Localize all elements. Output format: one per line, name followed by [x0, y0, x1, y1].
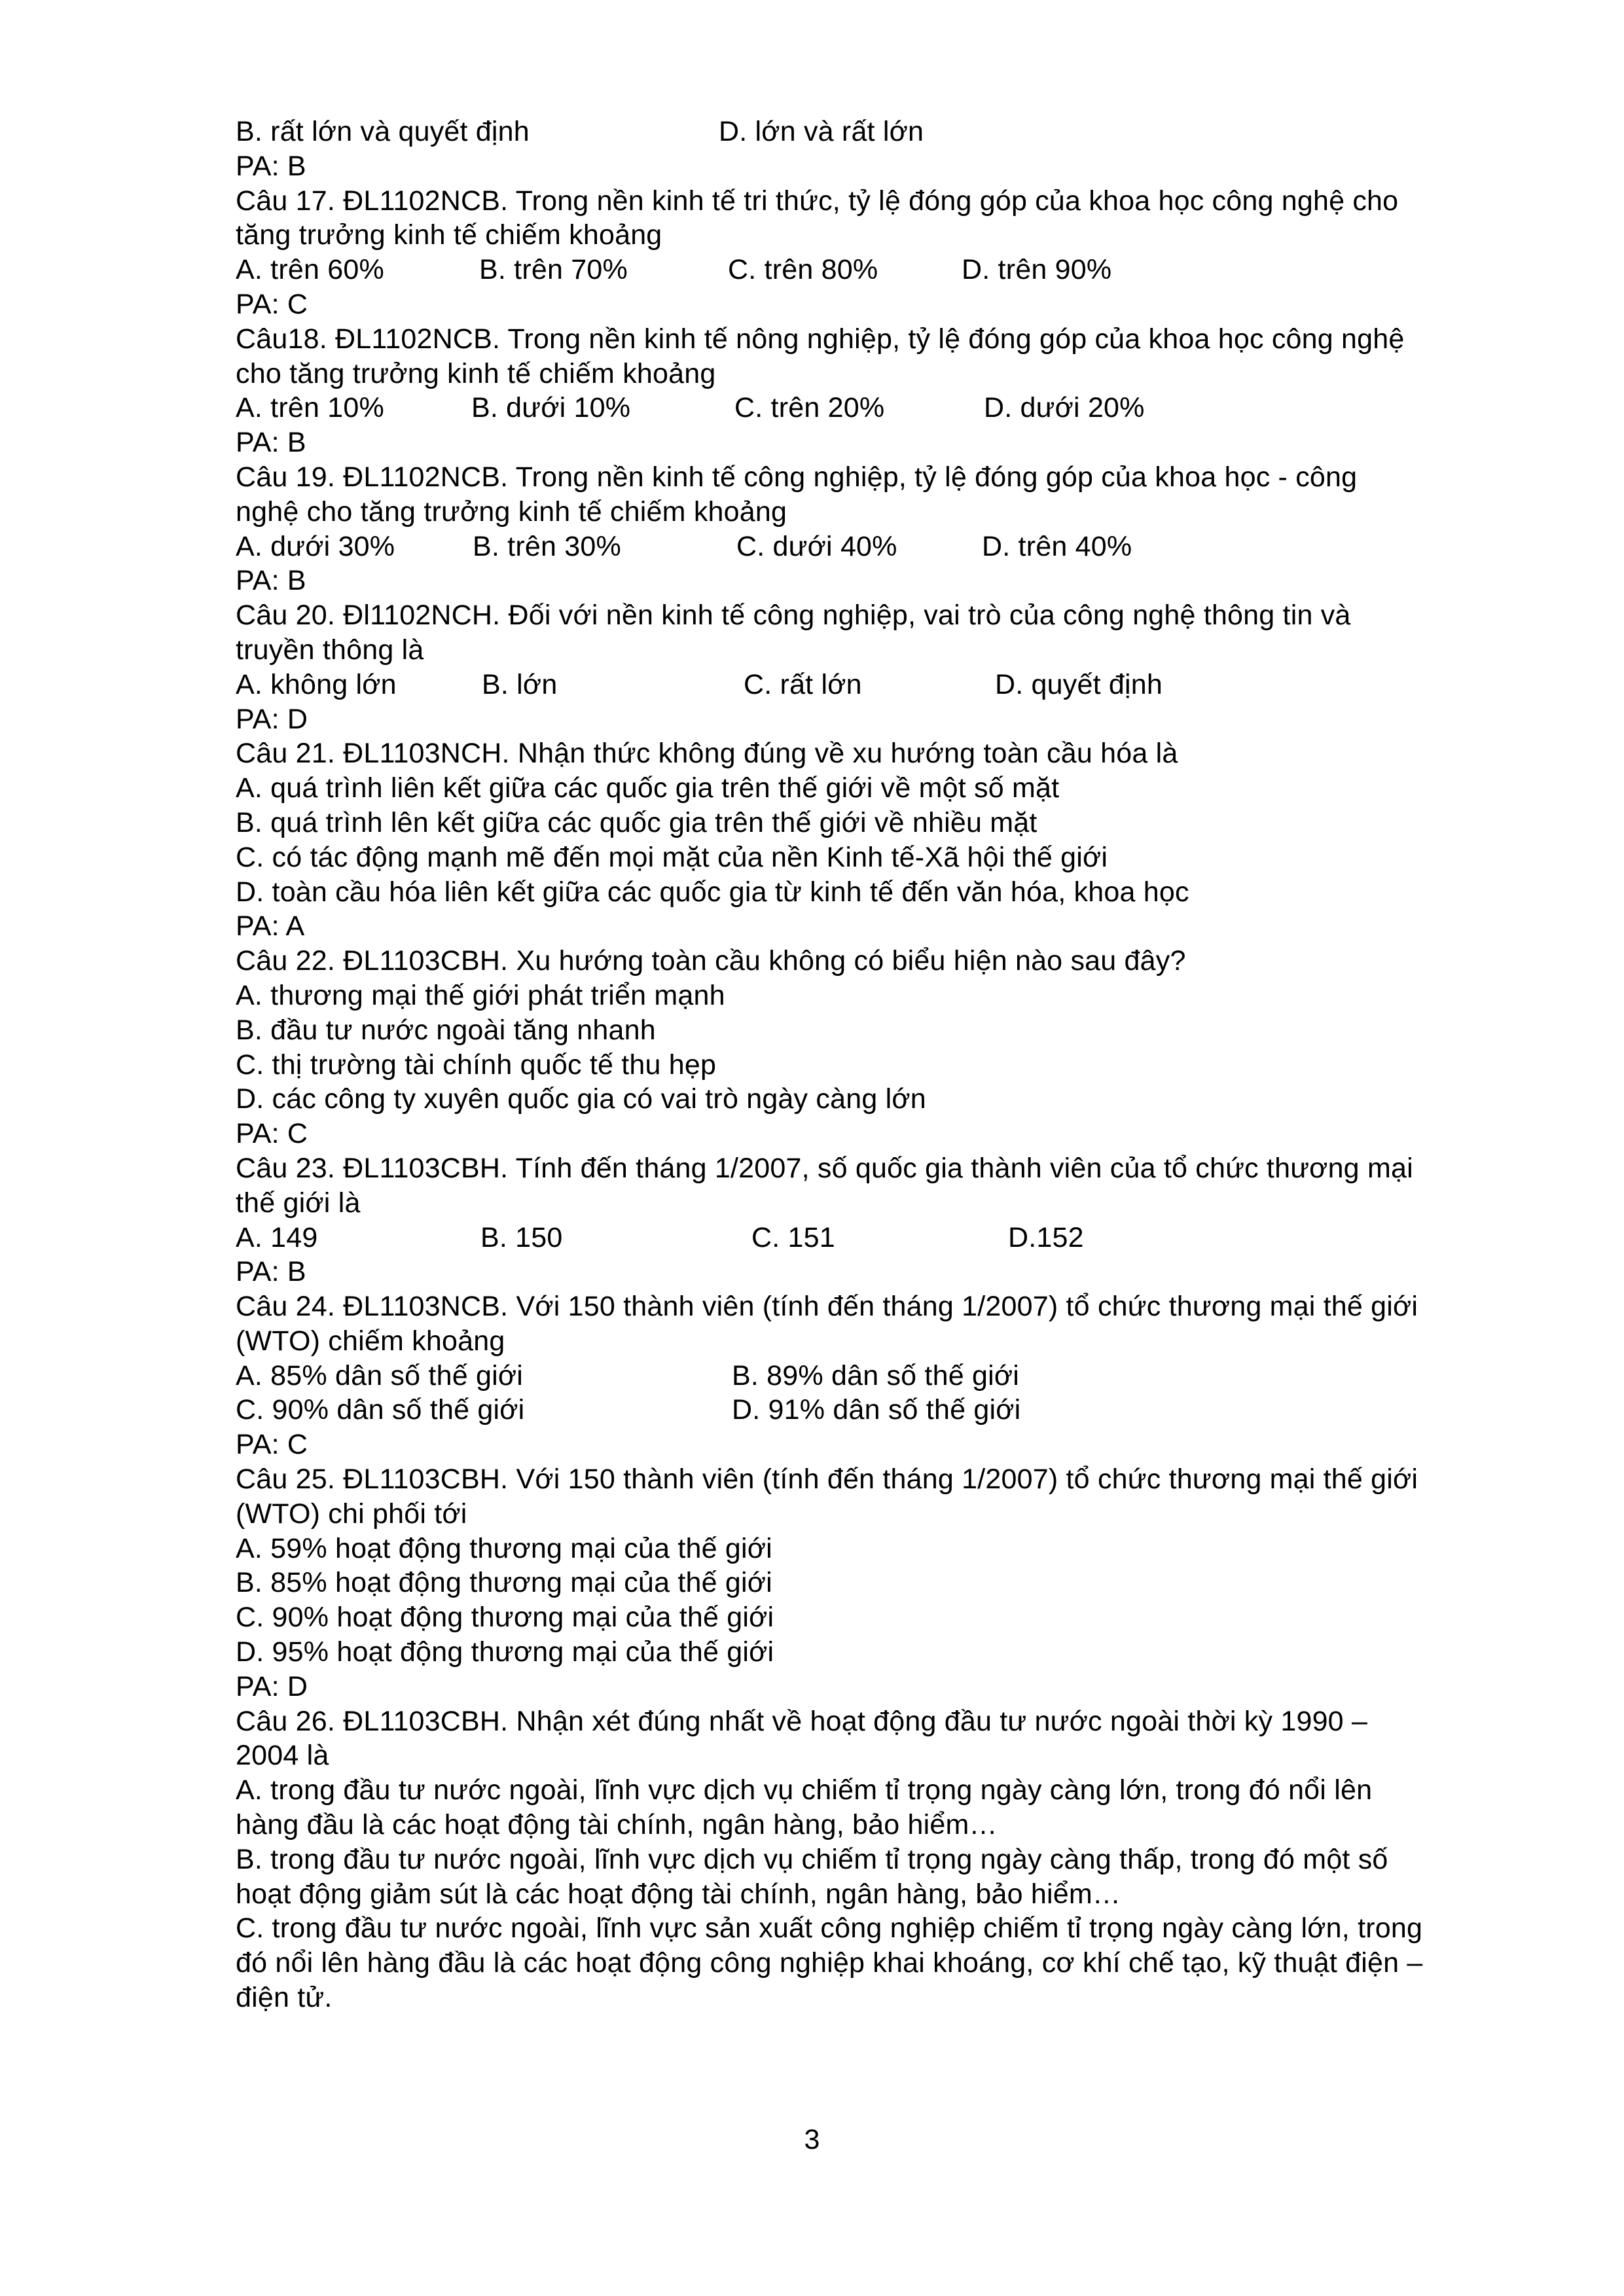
- option-b: B. 89% dân số thế giới: [732, 1359, 1019, 1391]
- option-c: C. trên 80%: [728, 254, 878, 286]
- option-a: A. dưới 30%: [236, 530, 395, 562]
- question-line: 2004 là: [236, 1740, 329, 1772]
- option-line: A. 59% hoạt động thương mại của thế giới: [236, 1532, 772, 1564]
- options-q19: [236, 529, 1512, 564]
- question-line: thế giới là: [236, 1187, 361, 1219]
- options-q24-row1: [236, 1359, 1512, 1393]
- option-line: D. các công ty xuyên quốc gia có vai trò ngày càng lớn: [236, 1083, 926, 1115]
- answer-line: PA: C: [236, 1429, 308, 1461]
- options-q17: [236, 253, 1512, 287]
- option-line: B. đầu tư nước ngoài tăng nhanh: [236, 1014, 656, 1046]
- option-line: A. quá trình liên kết giữa các quốc gia trên thế giới về một số mặt: [236, 772, 1060, 804]
- option-c: C. 90% dân số thế giới: [236, 1394, 525, 1426]
- option-line: C. trong đầu tư nước ngoài, lĩnh vực sản xuất công nghiệp chiếm tỉ trọng ngày càng lớn, trong: [236, 1912, 1423, 1945]
- question-line: Câu 21. ĐL1103NCH. Nhận thức không đúng về xu hướng toàn cầu hóa là: [236, 738, 1178, 770]
- options-q20: [236, 668, 1512, 702]
- option-d: D. quyết định: [995, 668, 1163, 700]
- question-line: Câu 25. ĐL1103CBH. Với 150 thành viên (tính đến tháng 1/2007) tổ chức thương mại thế giới: [236, 1463, 1418, 1496]
- options-q18: [236, 391, 1512, 425]
- answer-line: PA: D: [236, 1670, 308, 1702]
- option-line: C. thị trường tài chính quốc tế thu hẹp: [236, 1049, 717, 1081]
- option-d: D. trên 40%: [982, 530, 1132, 562]
- option-line: B. quá trình lên kết giữa các quốc gia trên thế giới về nhiều mặt: [236, 806, 1038, 838]
- question-line: (WTO) chiếm khoảng: [236, 1325, 505, 1357]
- option-line: điện tử.: [236, 1982, 333, 2014]
- page-number: 3: [804, 2124, 820, 2155]
- option-line: D. 95% hoạt động thương mại của thế giới: [236, 1636, 774, 1668]
- answer-line: PA: D: [236, 703, 308, 735]
- answer-line: PA: B: [236, 150, 306, 182]
- option-line: C. 90% hoạt động thương mại của thế giới: [236, 1602, 774, 1634]
- option-a: A. trên 60%: [236, 254, 384, 286]
- question-line: truyền thông là: [236, 634, 424, 666]
- option-line: B. 85% hoạt động thương mại của thế giới: [236, 1567, 772, 1599]
- question-line: cho tăng trưởng kinh tế chiếm khoảng: [236, 357, 716, 389]
- question-line: Câu 17. ĐL1102NCB. Trong nền kinh tế tri thức, tỷ lệ đóng góp của khoa học công nghệ cho: [236, 185, 1399, 217]
- question-line: tăng trưởng kinh tế chiếm khoảng: [236, 219, 662, 251]
- option-b: B. lớn: [482, 668, 558, 700]
- answer-line: PA: B: [236, 427, 306, 459]
- question-line: Câu 24. ĐL1103NCB. Với 150 thành viên (tính đến tháng 1/2007) tổ chức thương mại thế giới: [236, 1291, 1418, 1323]
- answer-line: PA: C: [236, 1118, 308, 1150]
- question-line: Câu 23. ĐL1103CBH. Tính đến tháng 1/2007, số quốc gia thành viên của tổ chức thương mại: [236, 1152, 1413, 1184]
- question-line: Câu 26. ĐL1103CBH. Nhận xét đúng nhất về hoạt động đầu tư nước ngoài thời kỳ 1990 –: [236, 1705, 1368, 1737]
- option-a: A. không lớn: [236, 668, 397, 700]
- option-c: C. rất lớn: [744, 668, 862, 700]
- option-c: C. 151: [751, 1221, 835, 1253]
- question-line: Câu 20. Đl1102NCH. Đối với nền kinh tế công nghiệp, vai trò của công nghệ thông tin và: [236, 600, 1351, 632]
- option-b: B. dưới 10%: [471, 392, 631, 424]
- option-b: B. trên 70%: [479, 254, 628, 286]
- question-line: Câu 22. ĐL1103CBH. Xu hướng toàn cầu không có biểu hiện nào sau đây?: [236, 945, 1186, 977]
- document-page: [236, 115, 1512, 2015]
- option-d: D. 91% dân số thế giới: [732, 1394, 1021, 1426]
- options-q24-row2: [236, 1393, 1512, 1427]
- options-q23: [236, 1221, 1512, 1255]
- option-d: D. dưới 20%: [984, 392, 1145, 424]
- option-b: B. rất lớn và quyết định: [236, 116, 530, 147]
- question-line: Câu18. ĐL1102NCB. Trong nền kinh tế nông nghiệp, tỷ lệ đóng góp của khoa học công nghệ: [236, 323, 1405, 355]
- option-line: C. có tác động mạnh mẽ đến mọi mặt của nền Kinh tế-Xã hội thế giới: [236, 841, 1108, 873]
- option-a: A. trên 10%: [236, 392, 384, 424]
- answer-line: PA: B: [236, 565, 306, 597]
- option-line: A. thương mại thế giới phát triển mạnh: [236, 979, 725, 1011]
- option-line: B. trong đầu tư nước ngoài, lĩnh vực dịch vụ chiếm tỉ trọng ngày càng thấp, trong đó một số: [236, 1843, 1388, 1875]
- option-line: đó nổi lên hàng đầu là các hoạt động công nghiệp khai khoáng, cơ khí chế tạo, kỹ thuật điện –: [236, 1947, 1423, 1979]
- option-line: A. trong đầu tư nước ngoài, lĩnh vực dịch vụ chiếm tỉ trọng ngày càng lớn, trong đó nổi lên: [236, 1774, 1373, 1806]
- option-a: A. 149: [236, 1221, 318, 1253]
- option-b: B. 150: [480, 1221, 563, 1253]
- options-q16: [236, 115, 1512, 149]
- question-line: nghệ cho tăng trưởng kinh tế chiếm khoảng: [236, 495, 787, 528]
- option-d: D. trên 90%: [962, 254, 1112, 286]
- option-line: hoạt động giảm sút là các hoạt động tài chính, ngân hàng, bảo hiểm…: [236, 1878, 1121, 1910]
- answer-line: PA: A: [236, 910, 305, 942]
- option-b: B. trên 30%: [473, 530, 621, 562]
- option-d: D. lớn và rất lớn: [719, 116, 924, 147]
- option-line: D. toàn cầu hóa liên kết giữa các quốc gia từ kinh tế đến văn hóa, khoa học: [236, 876, 1189, 908]
- option-c: C. trên 20%: [734, 392, 885, 424]
- option-d: D.152: [1008, 1221, 1084, 1253]
- option-c: C. dưới 40%: [736, 530, 897, 562]
- question-line: Câu 19. ĐL1102NCB. Trong nền kinh tế công nghiệp, tỷ lệ đóng góp của khoa học - công: [236, 461, 1358, 493]
- option-line: hàng đầu là các hoạt động tài chính, ngân hàng, bảo hiểm…: [236, 1809, 998, 1841]
- answer-line: PA: B: [236, 1256, 306, 1288]
- option-a: A. 85% dân số thế giới: [236, 1359, 523, 1391]
- question-line: (WTO) chi phối tới: [236, 1498, 467, 1530]
- answer-line: PA: C: [236, 288, 308, 320]
